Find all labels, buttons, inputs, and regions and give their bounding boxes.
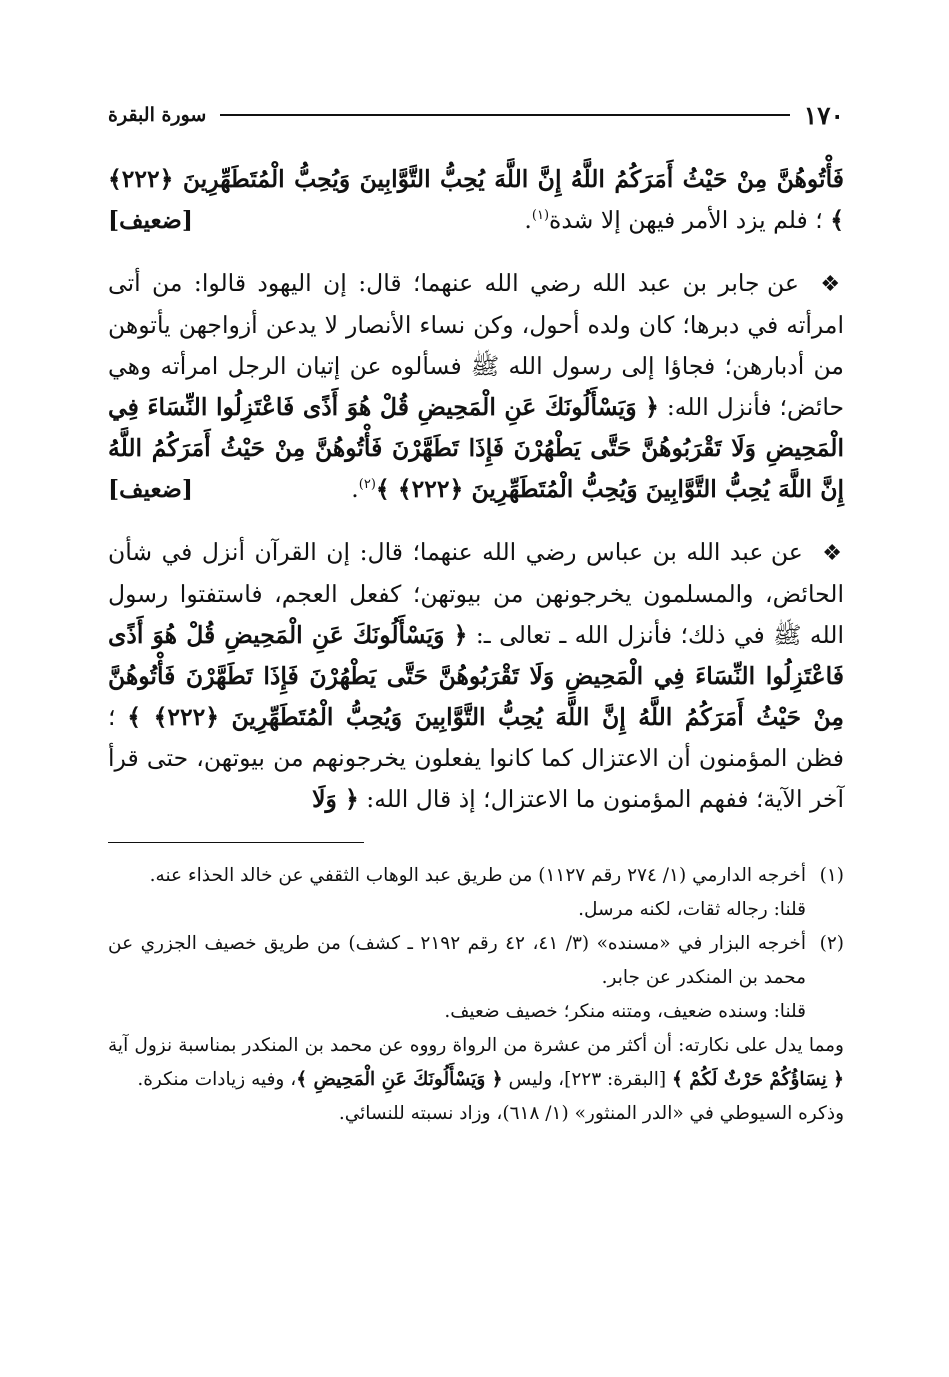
page-number: ١٧٠: [803, 100, 844, 130]
footnote-ref: (١): [531, 208, 550, 224]
footnotes: [108, 859, 844, 1131]
footnote-line: وذكره السيوطي في «الدر المنثور» (١/ ٦١٨)، وزاد نسبته للنسائي.: [338, 1103, 844, 1124]
page-header: [108, 95, 844, 135]
footnote-line: ومما يدل على نكارته: أن أكثر من عشرة من الرواة رووه عن محمد بن المنكدر بمناسبة نزول آية: [108, 1035, 844, 1056]
footnote-ref: (٢): [358, 477, 376, 493]
sentence-end: .: [351, 475, 359, 503]
paragraph-text: عن عبد الله بن عباس رضي الله عنهما؛ قال: إن القرآن أنزل في شأن الحائض، والمسلمون يخرجونهن من بيوتهن؛ كفعل العجم، فاستفتوا رسول الله ﷺ في ذلك؛ فأنزل الله ـ تعالى ـ:: [108, 538, 844, 649]
quran-verse: ﴿ وَلَا: [312, 785, 359, 813]
footnote-line: أخرجه الدارمي (١/ ٢٧٤ رقم ١١٢٧) من طريق عبد الوهاب الثقفي عن خالد الحذاء عنه.: [149, 865, 806, 886]
footnote-line: [البقرة: ٢٢٣]، وليس: [508, 1069, 667, 1090]
footnote-line: قلنا: رجاله ثقات، لكنه مرسل.: [578, 899, 806, 920]
footnote-number: (٢): [819, 933, 844, 954]
footnote-line: أخرجه البزار في «مسنده» (٣/ ٤١، ٤٢ رقم ٢١٩٢ ـ كشف) من طريق خصيف الجزري عن محمد بن المنكدر عن جابر.: [108, 933, 806, 988]
header-rule: [220, 114, 789, 116]
paragraph-text: عن جابر بن عبد الله رضي الله عنهما؛ قال: إن اليهود قالوا: من أتى امرأته في دبرها؛ كان ولده أحول، وكن نساء الأنصار لا يدعن أزواجهن يأتوهن من أدبارهن؛ فجاؤا إلى رسول الله ﷺ فسألوه عن إتيان الرجل امرأته وهي حائض؛ فأنزل الله:: [108, 269, 844, 421]
star-bullet-icon: ❖: [822, 541, 844, 566]
hadith-paragraph: [108, 532, 844, 820]
hadith-grade: [ضعيف]: [108, 206, 193, 234]
hadith-paragraph: [108, 263, 844, 510]
main-text: [108, 159, 844, 820]
page: [108, 95, 844, 1131]
surah-title: سورة البقرة: [108, 104, 207, 126]
footnote-2: [108, 927, 844, 1029]
sentence-end: .: [524, 206, 532, 234]
star-bullet-icon: ❖: [820, 272, 844, 297]
quran-verse: ﴿ وَيَسْأَلُونَكَ عَنِ الْمَحِيضِ ﴾: [296, 1069, 503, 1090]
footnote-body: [108, 859, 806, 927]
footnote-separator: [108, 842, 364, 843]
footnote-body: [108, 927, 806, 1029]
paragraph-continuation: [108, 159, 844, 241]
quran-verse: ﴿ وَيَسْأَلُونَكَ عَنِ الْمَحِيضِ قُلْ هُوَ أَذًى فَاعْتَزِلُوا النِّسَاءَ فِي الْمَحِيضِ وَلَا تَقْرَبُوهُنَّ حَتَّى يَطْهُرْنَ فَإِذَا تَطَهَّرْنَ فَأْتُوهُنَّ مِنْ حَيْثُ أَمَرَكُمُ اللَّهُ إِنَّ اللَّهَ يُحِبُّ التَّوَّابِينَ وَيُحِبُّ الْمُتَطَهِّرِينَ ﴿٢٢٢﴾ ﴾: [108, 393, 844, 503]
footnote-separator-wrap: [108, 842, 844, 843]
footnote-continuation: [108, 1029, 844, 1097]
footnote-line: قلنا: وسنده ضعيف، ومتنه منكر؛ خصيف ضعيف.: [444, 1001, 806, 1022]
paragraph-text: ؛ فلم يزد الأمر فيهن إلا شدة: [549, 206, 823, 234]
hadith-grade: [ضعيف]: [108, 475, 193, 503]
footnote-line: ، وفيه زيادات منكرة.: [137, 1069, 297, 1090]
footnote-1: [108, 859, 844, 927]
footnote-number: (١): [819, 865, 844, 886]
quran-verse: فَأْتُوهُنَّ مِنْ حَيْثُ أَمَرَكُمُ اللَّهُ إِنَّ اللَّهَ يُحِبُّ التَّوَّابِينَ وَيُحِبُّ الْمُتَطَهِّرِينَ ﴿٢٢٢﴾ ﴾: [108, 165, 844, 234]
paragraph-text: ؛ فظن المؤمنون أن الاعتزال كما كانوا يفعلون يخرجونهم من بيوتهن، حتى قرأ آخر الآية؛ ففهم المؤمنون ما الاعتزال؛ إذ قال الله:: [108, 703, 844, 813]
quran-verse: ﴿ وَيَسْأَلُونَكَ عَنِ الْمَحِيضِ قُلْ هُوَ أَذًى فَاعْتَزِلُوا النِّسَاءَ فِي الْمَحِيضِ وَلَا تَقْرَبُوهُنَّ حَتَّى يَطْهُرْنَ فَإِذَا تَطَهَّرْنَ فَأْتُوهُنَّ مِنْ حَيْثُ أَمَرَكُمُ اللَّهُ إِنَّ اللَّهَ يُحِبُّ التَّوَّابِينَ وَيُحِبُّ الْمُتَطَهِّرِينَ ﴿٢٢٢﴾ ﴾: [108, 621, 844, 731]
quran-verse: ﴿ نِسَاؤُكُمْ حَرْثٌ لَكُمْ ﴾: [671, 1069, 844, 1090]
